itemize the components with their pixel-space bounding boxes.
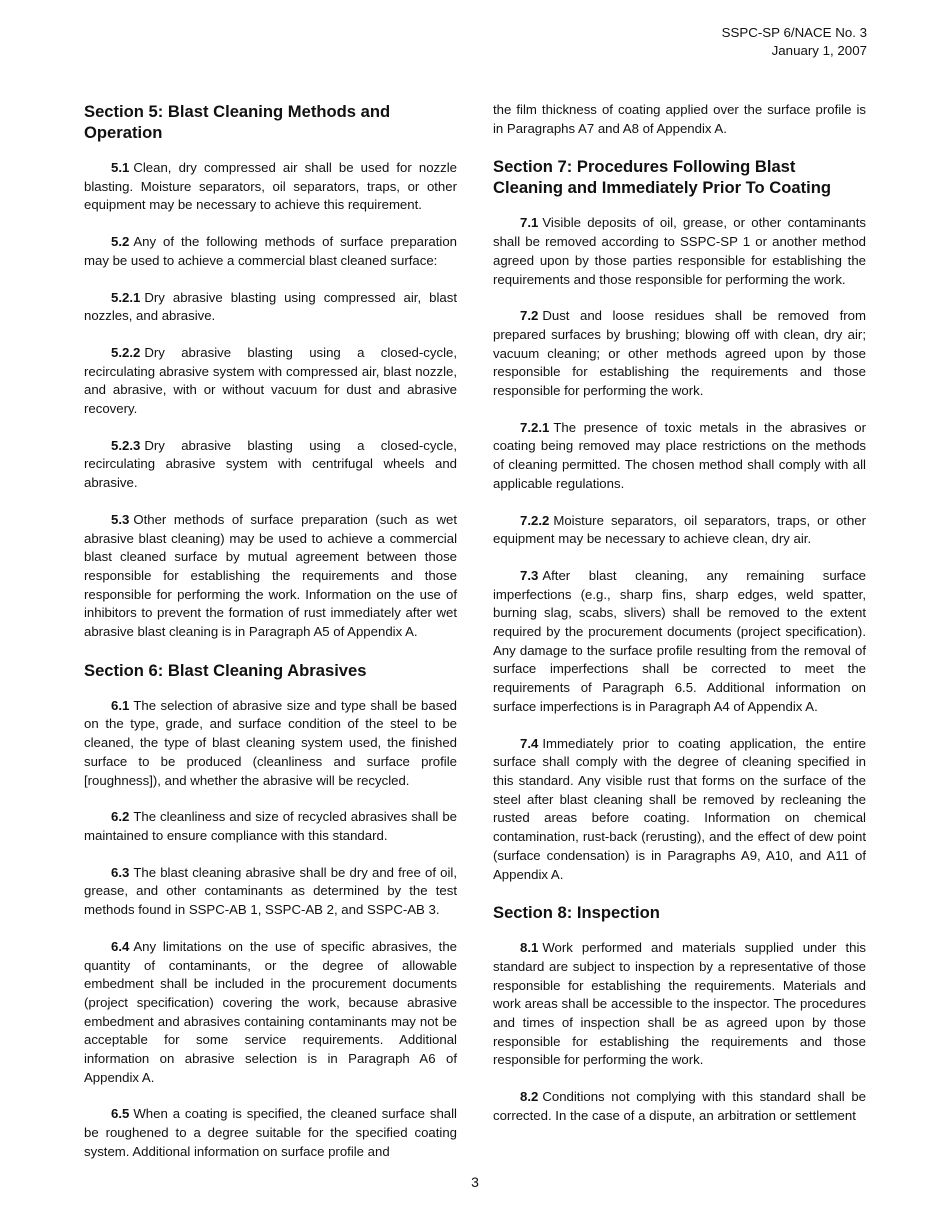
paragraph-number: 5.2.3 <box>111 437 141 453</box>
paragraph-text: Moisture separators, oil separators, traps, or other equipment may be necessary to achieve clean, dry air. <box>493 512 866 547</box>
paragraph-7-1 <box>493 214 866 289</box>
paragraph-text: Dry abrasive blasting using a closed-cycle, recirculating abrasive system with compressed air, blast nozzle, and abrasive, with or without vacuum for dust and abrasive recovery. <box>84 344 457 417</box>
paragraph-text: Work performed and materials supplied under this standard are subject to inspection by a representative of those responsible for establishing the requirements. Materials and work areas shall be accessible to the inspector. The procedures and times of inspection shall be as agreed upon by those responsible for establishing the requirements and those responsible for performing the work. <box>493 940 866 1068</box>
paragraph-7-2-1 <box>493 419 866 494</box>
paragraph-number: 6.3 <box>111 864 130 880</box>
paragraph-6-4 <box>84 938 457 1088</box>
paragraph-5-3 <box>84 511 457 642</box>
paragraph-6-2 <box>84 808 457 845</box>
paragraph-6-5-continued: the film thickness of coating applied over the surface profile is in Paragraphs A7 and A8 of Appendix A. <box>493 102 866 136</box>
paragraph-8-2 <box>493 1088 866 1125</box>
paragraph-text: Immediately prior to coating application, the entire surface shall comply with the degree of cleaning specified in this standard. Any visible rust that forms on the surface of the steel after blast cleaning shall be removed by recleaning the rusted areas before coating. Information on chemical contamination, rust-back (rerusting), and the effect of dew point (surface condensation) is in Paragraphs A9, A10, and A11 of Appendix A. <box>493 735 866 882</box>
paragraph-text: Any of the following methods of surface preparation may be used to achieve a commercial blast cleaned surface: <box>84 234 457 268</box>
paragraph-text: The presence of toxic metals in the abrasives or coating being removed may place restrictions on the methods of cleaning permitted. The chosen method shall comply with all applicable regulations. <box>493 419 866 491</box>
paragraph-5-2-1 <box>84 289 457 326</box>
paragraph-text: The selection of abrasive size and type shall be based on the type, grade, and surface condition of the steel to be cleaned, the type of blast cleaning system used, the finished surface to be produced (cleanliness and surface profile [roughness]), and whether the abrasive will be recycled. <box>84 697 457 788</box>
paragraph-number: 7.2.2 <box>520 512 550 528</box>
section-8-heading: Section 8: Inspection <box>493 903 660 923</box>
standard-id: SSPC-SP 6/NACE No. 3 <box>721 25 867 40</box>
paragraph-number: 5.3 <box>111 511 130 527</box>
paragraph-text: Any limitations on the use of specific abrasives, the quantity of contaminants, or the degree of allowable embedment shall be included in the procurement documents (project specification) covering the work, because abrasive embedment and abrasives containing contaminants may not be acceptable for some service requirements. Additional information on abrasive selection is in Paragraph A6 of Appendix A. <box>84 938 457 1085</box>
page-number: 3 <box>471 1174 479 1190</box>
paragraph-number: 6.1 <box>111 697 130 713</box>
paragraph-5-2-2 <box>84 344 457 419</box>
right-column <box>493 101 866 1144</box>
paragraph-number: 8.2 <box>520 1089 539 1105</box>
paragraph-number: 7.1 <box>520 215 539 231</box>
standard-date: January 1, 2007 <box>771 43 867 58</box>
paragraph-number: 7.2.1 <box>520 419 550 435</box>
paragraph-6-5 <box>84 1105 457 1161</box>
paragraph-text: Visible deposits of oil, grease, or other contaminants shall be removed according to SSPC-SP 1 or another method agreed upon by those parties responsible for establishing the requirements and those responsible for performing the work. <box>493 215 866 287</box>
paragraph-number: 5.2.1 <box>111 289 141 305</box>
paragraph-text: Clean, dry compressed air shall be used for nozzle blasting. Moisture separators, oil separators, traps, or other equipment may be necessary to achieve this requirement. <box>84 160 457 213</box>
section-5-heading: Section 5: Blast Cleaning Methods and Operation <box>84 102 391 142</box>
paragraph-5-2 <box>84 233 457 270</box>
paragraph-number: 7.2 <box>520 308 539 324</box>
paragraph-number: 6.5 <box>111 1106 130 1122</box>
paragraph-text: Conditions not complying with this standard shall be corrected. In the case of a dispute, an arbitration or settlement <box>493 1089 866 1123</box>
section-6-heading: Section 6: Blast Cleaning Abrasives <box>84 660 367 680</box>
paragraph-7-2 <box>493 307 866 401</box>
paragraph-5-2-3 <box>84 437 457 493</box>
paragraph-number: 5.2 <box>111 234 130 250</box>
paragraph-number: 5.1 <box>111 160 130 175</box>
paragraph-6-1 <box>84 697 457 791</box>
paragraph-6-3 <box>84 864 457 920</box>
paragraph-text: After blast cleaning, any remaining surface imperfections (e.g., sharp fins, sharp edges, weld spatter, burning slag, scabs, slivers) shall be removed to the extent required by the procurement documents (project specification). Any damage to the surface profile resulting from the removal of surface imperfections shall be corrected to meet the requirements of Paragraph 6.5. Additional information on surface imperfections is in Paragraph A4 of Appendix A. <box>493 567 866 714</box>
paragraph-text: Dry abrasive blasting using a closed-cycle, recirculating abrasive system with centrifugal wheels and abrasive. <box>84 437 457 491</box>
paragraph-text: The cleanliness and size of recycled abrasives shall be maintained to ensure compliance with this standard. <box>84 809 457 843</box>
paragraph-number: 6.2 <box>111 809 130 825</box>
paragraph-8-1 <box>493 939 866 1070</box>
paragraph-number: 8.1 <box>520 940 539 956</box>
paragraph-text: The blast cleaning abrasive shall be dry and free of oil, grease, and other contaminants as determined by the test methods found in SSPC-AB 1, SSPC-AB 2, and SSPC-AB 3. <box>84 864 457 918</box>
paragraph-text: Other methods of surface preparation (such as wet abrasive blast cleaning) may be used to achieve a commercial blast cleaned surface by mutual agreement between those responsible for establishing the requirements and those responsible for performing the work. Information on the use of inhibitors to prevent the formation of rust immediately after wet abrasive blast cleaning is in Paragraph A5 of Appendix A. <box>84 511 457 640</box>
paragraph-number: 7.4 <box>520 735 539 751</box>
paragraph-text: Dust and loose residues shall be removed from prepared surfaces by brushing; blowing off with clean, dry air; vacuum cleaning; or other methods agreed upon by those responsible for establishing the requirements and those responsible for performing the work. <box>493 308 866 399</box>
paragraph-number: 5.2.2 <box>111 344 141 360</box>
paragraph-7-4 <box>493 735 866 885</box>
paragraph-number: 6.4 <box>111 938 130 954</box>
paragraph-number: 7.3 <box>520 567 539 583</box>
section-7-heading: Section 7: Procedures Following Blast Cleaning and Immediately Prior To Coating <box>493 157 832 198</box>
left-column <box>84 101 457 1180</box>
paragraph-text: Dry abrasive blasting using compressed air, blast nozzles, and abrasive. <box>84 289 457 324</box>
paragraph-7-3 <box>493 567 866 717</box>
paragraph-text: When a coating is specified, the cleaned surface shall be roughened to a degree suitable for the specified coating system. Additional information on surface profile and <box>84 1106 457 1159</box>
paragraph-5-1 <box>84 159 457 215</box>
document-header <box>722 24 867 60</box>
paragraph-7-2-2 <box>493 512 866 549</box>
